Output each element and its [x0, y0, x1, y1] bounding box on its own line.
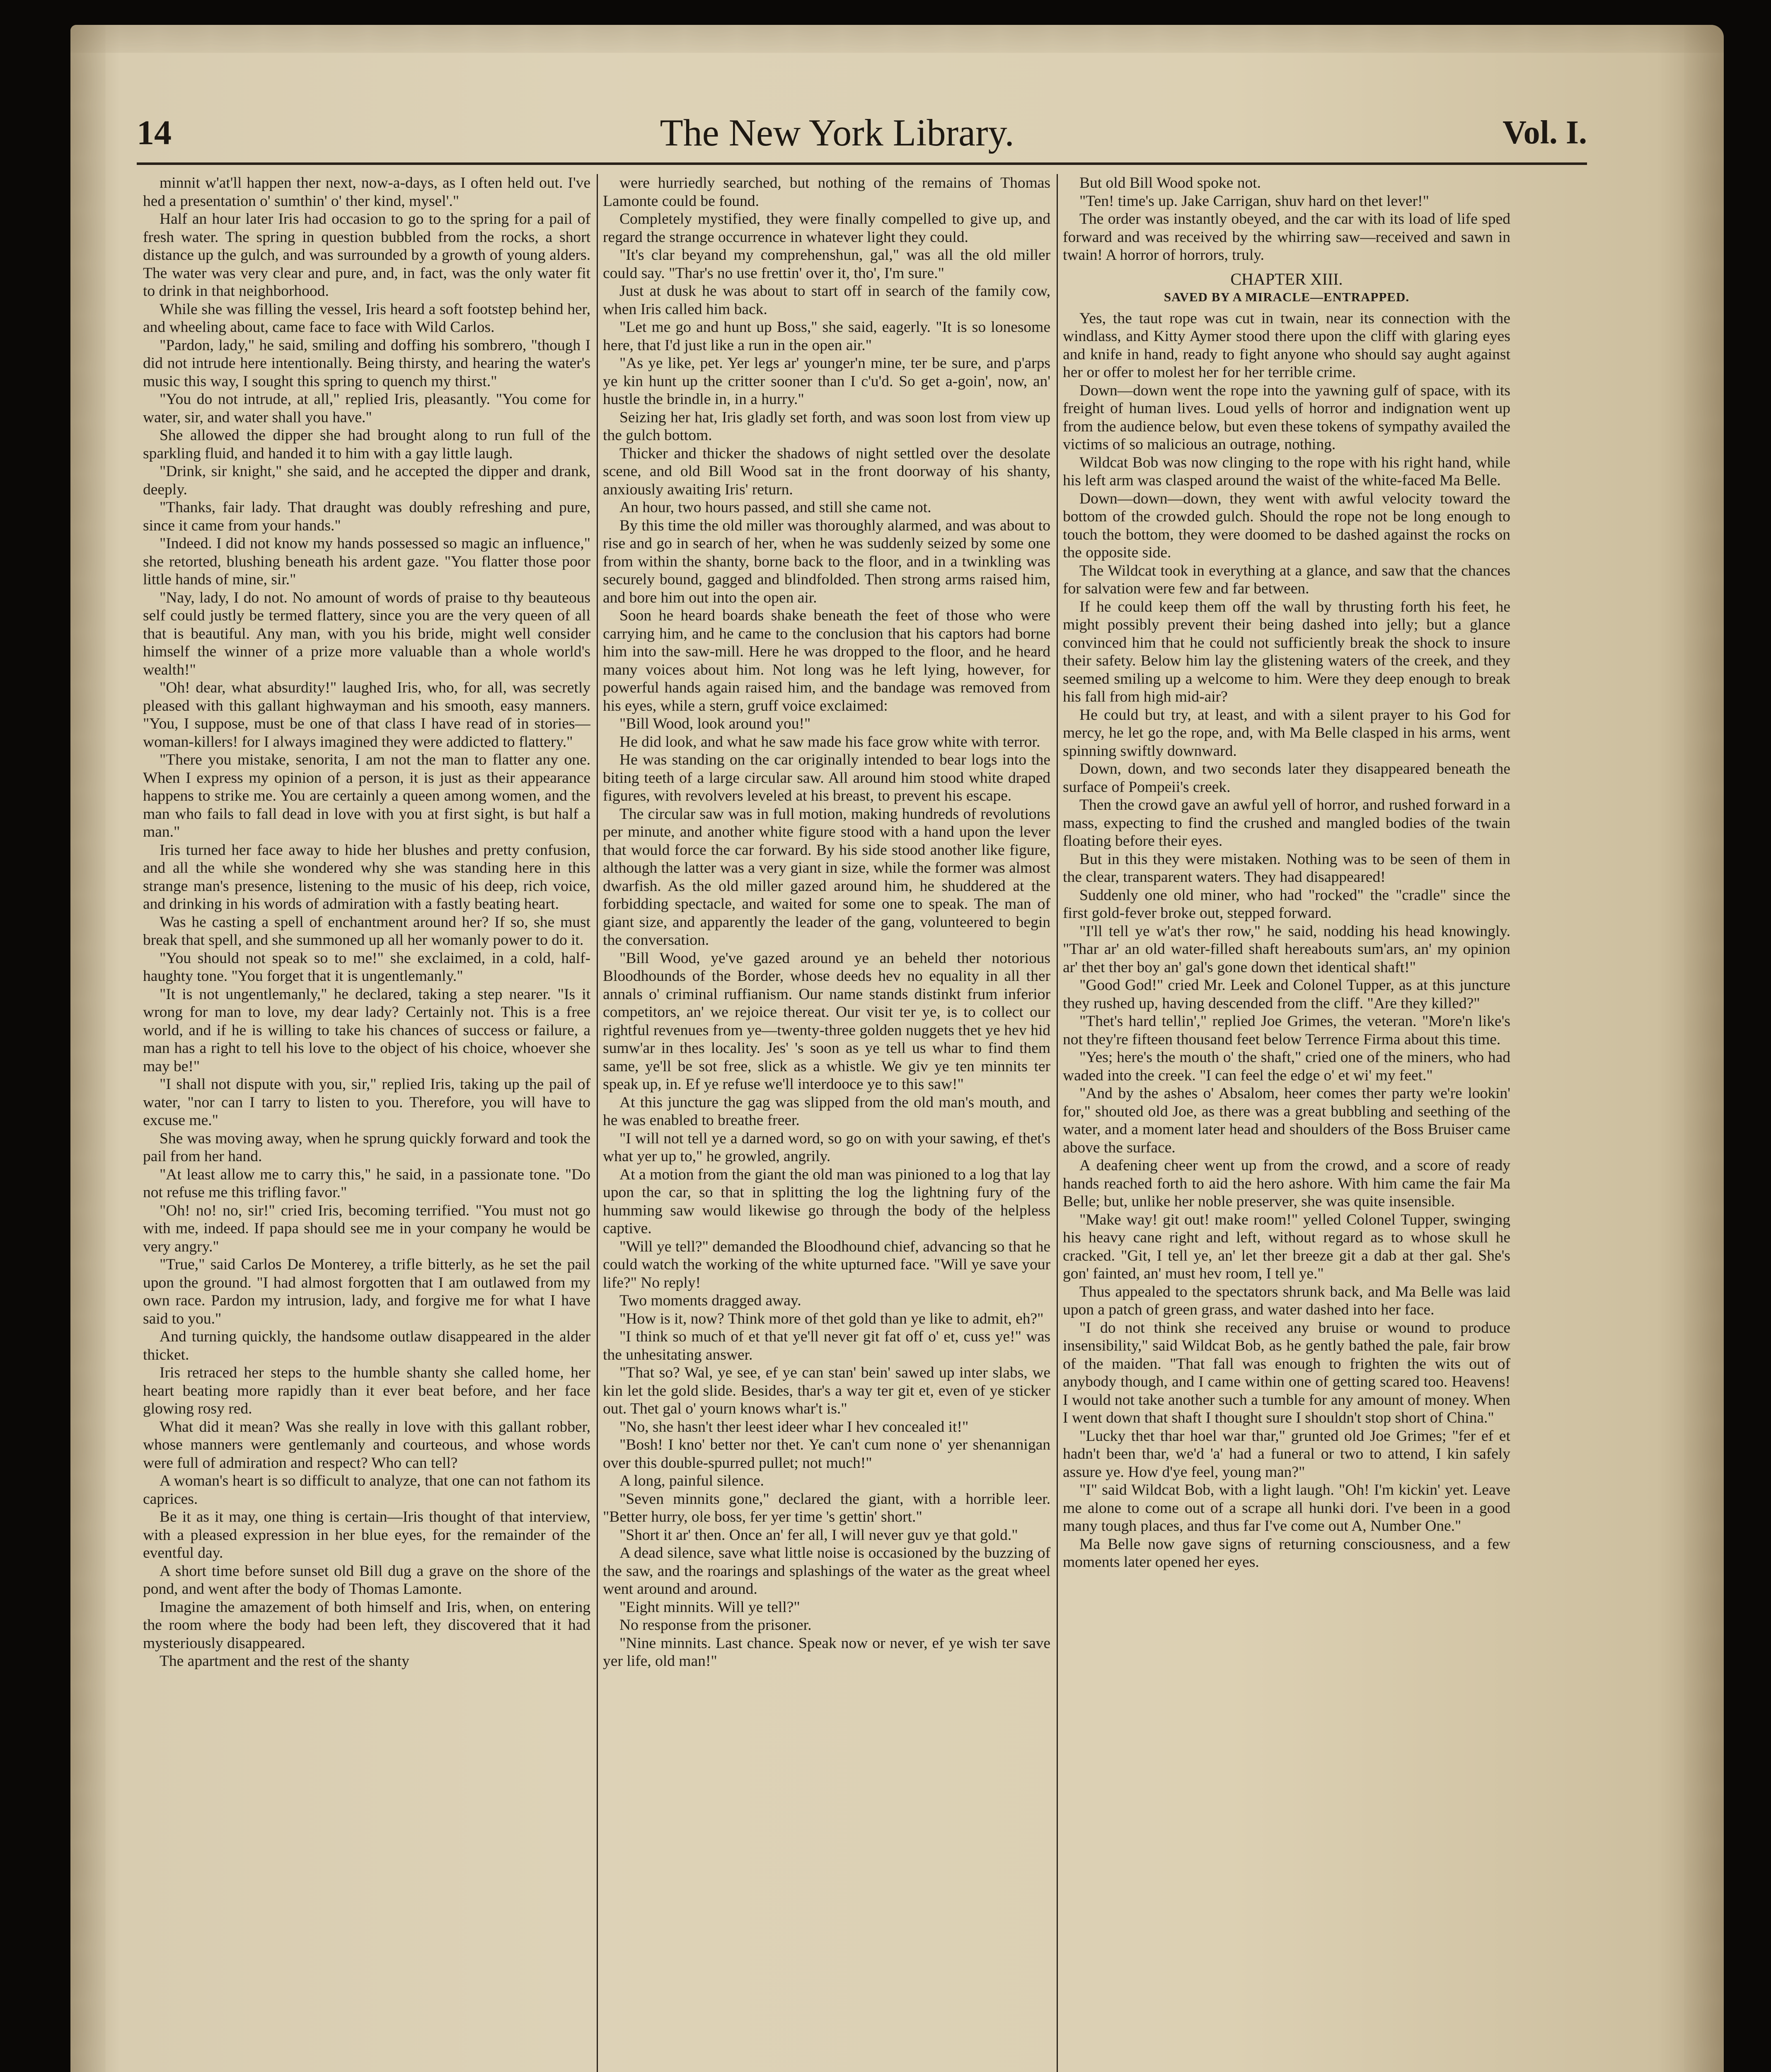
paragraph: "No, she hasn't ther leest ideer whar I hev concealed it!" — [619, 1418, 969, 1435]
paragraph: "Nay, lady, I do not. No amount of words of praise to thy beauteous self could justly be termed flattery, since you are the very queen of all that is beautiful. Any man, with you his bride, might well consider himself the winner of a prize more valuable than a whole world's wealth!" — [143, 589, 590, 678]
paragraph: "I will not tell ye a darned word, so go on with your sawing, ef thet's what yer up to," he growled, angrily. — [603, 1130, 1050, 1165]
paragraph: While she was filling the vessel, Iris heard a soft footstep behind her, and wheeling about, came face to face with Wild Carlos. — [143, 300, 590, 336]
paragraph: Down—down went the rope into the yawning gulf of space, with its freight of human lives. Loud yells of horror and indignation went up from the audience below, but even these tokens of sympathy availed the victims of so malicious an outrage, nothing. — [1063, 382, 1510, 453]
paragraph: Yes, the taut rope was cut in twain, near its connection with the windlass, and Kitty Aymer stood there upon the cliff with glaring eyes and knife in hand, ready to fight anyone who should say aught against her or offer to molest her for her terrible crime. — [1063, 310, 1510, 381]
paragraph: No response from the prisoner. — [619, 1617, 812, 1634]
paragraph: minnit w'at'll happen ther next, now-a-days, as I often held out. I've hed a presentation o' sumthin' o' ther kind, mysel'." — [143, 174, 590, 210]
paragraph: "I think so much of et that ye'll never git fat off o' et, cuss ye!" was the unhesitating answer. — [603, 1328, 1050, 1363]
paragraph: She allowed the dipper she had brought along to run full of the sparkling fluid, and handed it to him with a gay little laugh. — [143, 427, 590, 462]
paragraph: "Indeed. I did not know my hands possessed so magic an influence," she retorted, blushing beneath his ardent gaze. "You flatter those poor little hands of mine, sir." — [143, 535, 590, 588]
paragraph: Down—down—down, they went with awful velocity toward the bottom of the crowded gulch. Should the rope not be long enough to touch the bottom, they were doomed to be dashed against the rocks on the opposite side. — [1063, 490, 1510, 561]
paragraph: "Lucky thet thar hoel war thar," grunted old Joe Grimes; "fer ef et hadn't been thar, we'd 'a' had a funeral or two to attend, I kin safely assure ye. How d'ye feel, young man?" — [1063, 1427, 1510, 1481]
paragraph: An hour, two hours passed, and still she came not. — [619, 499, 931, 516]
paragraph: "Ten! time's up. Jake Carrigan, shuv hard on thet lever!" — [1079, 192, 1429, 210]
text-column-1 — [143, 174, 590, 2072]
paragraph: Ma Belle now gave signs of returning consciousness, and a few moments later opened her eyes. — [1063, 1535, 1510, 1571]
header-rule — [137, 162, 1587, 165]
paragraph: "How is it, now? Think more of thet gold than ye like to admit, eh?" — [619, 1310, 1044, 1327]
paragraph: Then the crowd gave an awful yell of horror, and rushed forward in a mass, expecting to find the crushed and mangled bodies of the twain floating before their eyes. — [1063, 796, 1510, 850]
page-number: 14 — [137, 113, 172, 152]
column-rule — [597, 174, 598, 2072]
column-rule — [1057, 174, 1058, 2072]
paragraph: Soon he heard boards shake beneath the feet of those who were carrying him, and he came to the conclusion that his captors had borne him into the saw-mill. Here he was dropped to the floor, and he heard many voices about him. Not long was he left lying, however, for powerful hands again raised him, and the bandage was removed from his eyes, while a stern, gruff voice exclaimed: — [603, 607, 1050, 714]
paragraph: "Thanks, fair lady. That draught was doubly refreshing and pure, since it came from your hands." — [143, 499, 590, 534]
paragraph: "It is not ungentlemanly," he declared, taking a step nearer. "Is it wrong for man to love, my dear lady? Certainly not. This is a free world, and if he is willing to take his chances of success or failure, a man has a right to tell his love to the object of his choice, whoever she may be!" — [143, 985, 590, 1075]
paragraph: "Thet's hard tellin'," replied Joe Grimes, the veteran. "More'n like's not they're fifteen thousand feet below Terrence Firma about this time. — [1063, 1013, 1510, 1048]
paragraph: Iris retraced her steps to the humble shanty she called home, her heart beating more rapidly than it ever beat before, and her face glowing rosy red. — [143, 1364, 590, 1417]
paragraph: "Bill Wood, look around you!" — [619, 715, 811, 732]
paragraph: "I do not think she received any bruise or wound to produce insensibility," said Wildcat Bob, as he gently bathed the pale, fair brow of the maiden. "That fall was enough to frighten the wits out of anybody though, and I came within one of getting scared too. Heavens! I would not take another such a tumble for any amount of money. When I went down that shaft I thought sure I shouldn't stop short of China." — [1063, 1319, 1510, 1426]
paragraph: Imagine the amazement of both himself and Iris, when, on entering the room where the body had been left, they discovered that it had mysteriously disappeared. — [143, 1598, 590, 1652]
paragraph: "Yes; here's the mouth o' the shaft," cried one of the miners, who had waded into the creek. "I can feel the edge o' et wi' my feet." — [1063, 1049, 1510, 1084]
paragraph: "You do not intrude, at all," replied Iris, pleasantly. "You come for water, sir, and water shall you have." — [143, 391, 590, 426]
publication-title: The New York Library. — [660, 111, 1014, 154]
paragraph: "And by the ashes o' Absalom, heer comes ther party we're lookin' for," shouted old Joe, as there was a great bubbling and seething of the water, and a moment later head and shoulders of the Boss Bruiser came above the surface. — [1063, 1085, 1510, 1156]
text-column-2 — [603, 174, 1050, 2072]
paragraph: If he could keep them off the wall by thrusting forth his feet, he might possibly prevent their being dashed into jelly; but a glance convinced him that he could not sufficiently break the shock to insure their safety. Below him lay the glistening waters of the creek, and they seemed smiling up a welcome to him. Were they deep enough to break his fall from high mid-air? — [1063, 598, 1510, 705]
paragraph: "You should not speak so to me!" she exclaimed, in a cold, half-haughty tone. "You forget that it is ungentlemanly." — [143, 949, 590, 985]
paragraph: "Good God!" cried Mr. Leek and Colonel Tupper, as at this juncture they rushed up, having descended from the cliff. "Are they killed?" — [1063, 977, 1510, 1012]
paragraph: Down, down, and two seconds later they disappeared beneath the surface of Pompeii's creek. — [1063, 760, 1510, 796]
paragraph: Thicker and thicker the shadows of night settled over the desolate scene, and old Bill Wood sat in the front doorway of his shanty, anxiously awaiting Iris' return. — [603, 445, 1050, 498]
paragraph: And turning quickly, the handsome outlaw disappeared in the alder thicket. — [143, 1328, 590, 1363]
paragraph: "Oh! dear, what absurdity!" laughed Iris, who, for all, was secretly pleased with this gallant highwayman and his smooth, easy manners. "You, I suppose, must be one of that class I have read of in stories—woman-killers! for I always imagined they were addicted to flattery." — [143, 679, 590, 750]
paragraph: Two moments dragged away. — [619, 1292, 801, 1309]
paragraph: "I shall not dispute with you, sir," replied Iris, taking up the pail of water, "nor can I tarry to listen to you. Therefore, you will have to excuse me." — [143, 1076, 590, 1129]
paragraph: But old Bill Wood spoke not. — [1079, 174, 1261, 191]
paragraph: But in this they were mistaken. Nothing was to be seen of them in the clear, transparent waters. They had disappeared! — [1063, 850, 1510, 886]
paragraph: "Oh! no! no, sir!" cried Iris, becoming terrified. "You must not go with me, indeed. If papa should see me in your company he would be very angry." — [143, 1202, 590, 1255]
paragraph: Was he casting a spell of enchantment around her? If so, she must break that spell, and she summoned up all her womanly power to do it. — [143, 913, 590, 949]
paragraph: Completely mystified, they were finally compelled to give up, and regard the strange occurrence in whatever light they could. — [603, 211, 1050, 246]
paragraph: "Short it ar' then. Once an' fer all, I will never guv ye that gold." — [619, 1526, 1018, 1544]
paragraph: "I" said Wildcat Bob, with a light laugh. "Oh! I'm kickin' yet. Leave me alone to come out of a scrape all hunki dori. I've been in a good many tough places, and thus far I've come out A, Number One." — [1063, 1481, 1510, 1535]
paragraph: "As ye like, pet. Yer legs ar' younger'n mine, ter be sure, and p'arps ye kin hunt up the critter sooner than I c'u'd. So get a-goin', now, an' hustle the brindle in, in a hurry." — [603, 355, 1050, 408]
paragraph: Iris turned her face away to hide her blushes and pretty confusion, and all the while she wondered why she was standing here in this strange man's presence, listening to the music of his deep, rich voice, and drinking in his words of admiration with a fastly beating heart. — [143, 841, 590, 913]
chapter-heading: CHAPTER XIII. — [1230, 269, 1343, 288]
paragraph: Suddenly one old miner, who had "rocked" the "cradle" since the first gold-fever broke out, stepped forward. — [1063, 886, 1510, 922]
volume-label: Vol. I. — [1502, 114, 1587, 151]
paragraph: "Nine minnits. Last chance. Speak now or never, ef ye wish ter save yer life, old man!" — [603, 1634, 1050, 1670]
paragraph: The circular saw was in full motion, making hundreds of revolutions per minute, and another white figure stood with a hand upon the lever that would force the car forward. By his side stood another like figure, although the latter was a very giant in size, while the former was almost dwarfish. As the old miller gazed around him, he shuddered at the forbidding spectacle, and waited for some one to speak. The man of giant size, and apparently the leader of the gang, volunteered to begin the conversation. — [603, 805, 1050, 949]
paragraph: A short time before sunset old Bill dug a grave on the shore of the pond, and went after the body of Thomas Lamonte. — [143, 1562, 590, 1598]
paragraph: He did look, and what he saw made his face grow white with terror. — [619, 733, 1040, 750]
paragraph: Thus appealed to the spectators shrunk back, and Ma Belle was laid upon a patch of green grass, and water dashed into her face. — [1063, 1283, 1510, 1318]
paragraph: A deafening cheer went up from the crowd, and a score of ready hands reached forth to aid the hero ashore. With him came the fair Ma Belle; but, unlike her noble preserver, she was quite insensible. — [1063, 1157, 1510, 1210]
paragraph: "True," said Carlos De Monterey, a trifle bitterly, as he set the pail upon the ground. "I had almost forgotten that I am outlawed from my own race. Pardon my intrusion, lady, and forgive me for what I have said to you." — [143, 1256, 590, 1327]
paragraph: Wildcat Bob was now clinging to the rope with his right hand, while his left arm was clasped around the waist of the white-faced Ma Belle. — [1063, 454, 1510, 489]
paragraph: "Let me go and hunt up Boss," she said, eagerly. "It is so lonesome here, that I'd just like a run in the open air." — [603, 319, 1050, 354]
paragraph: A long, painful silence. — [619, 1472, 764, 1489]
paragraph: At a motion from the giant the old man was pinioned to a log that lay upon the car, so that in splitting the log the lightning fury of the humming saw would likewise go through the body of the helpless captive. — [603, 1166, 1050, 1237]
paragraph: Just at dusk he was about to start off in search of the family cow, when Iris called him back. — [603, 283, 1050, 318]
paragraph: "Drink, sir knight," she said, and he accepted the dipper and drank, deeply. — [143, 463, 590, 498]
page-header — [137, 108, 1587, 157]
paragraph: "Eight minnits. Will ye tell?" — [619, 1598, 800, 1616]
paragraph: Be it as it may, one thing is certain—Iris thought of that interview, with a pleased expression in her blue eyes, for the remainder of the eventful day. — [143, 1508, 590, 1561]
paragraph: "Make way! git out! make room!" yelled Colonel Tupper, swinging his heavy cane right and left, without regard as to whose skull he cracked. "Git, I tell ye, an' let ther breeze git a dab at ther gal. She's gon' fainted, an' must hev room, I tell ye." — [1063, 1211, 1510, 1282]
paragraph: "Bosh! I kno' better nor thet. Ye can't cum none o' yer shenannigan over this double-spurred pullet; not much!" — [603, 1436, 1050, 1472]
paragraph: The Wildcat took in everything at a glance, and saw that the chances for salvation were few and far between. — [1063, 562, 1510, 597]
paragraph: A dead silence, save what little noise is occasioned by the buzzing of the saw, and the roarings and splashings of the water as the great wheel went around and around. — [603, 1544, 1050, 1598]
paragraph: "There you mistake, senorita, I am not the man to flatter any one. When I express my opinion of a person, it is just as their appearance happens to strike me. You are certainly a queen among women, and the man who fails to fall dead in love with you at first sight, is but half a man." — [143, 751, 590, 840]
paragraph: Seizing her hat, Iris gladly set forth, and was soon lost from view up the gulch bottom. — [603, 409, 1050, 444]
paragraph: He could but try, at least, and with a silent prayer to his God for mercy, he let go the rope, and, with Ma Belle clasped in his arms, went spinning swiftly downward. — [1063, 706, 1510, 760]
paragraph: "At least allow me to carry this," he said, in a passionate tone. "Do not refuse me this trifling favor." — [143, 1166, 590, 1201]
paragraph: The order was instantly obeyed, and the car with its load of life sped forward and was received by the whirring saw—received and sawn in twain! A horror of horrors, truly. — [1063, 211, 1510, 264]
paragraph: "Pardon, lady," he said, smiling and doffing his sombrero, "though I did not intrude here intentionally. Being thirsty, and hearing the water's music this way, I sought this spring to quench my thirst." — [143, 336, 590, 390]
paragraph: "I'll tell ye w'at's ther row," he said, nodding his head knowingly. "Thar ar' an old water-filled shaft hereabouts sum'ars, an' my opinion ar' thet ther boy an' gal's gone down thet identical shaft!" — [1063, 922, 1510, 976]
paragraph: He was standing on the car originally intended to bear logs into the biting teeth of a large circular saw. All around him stood white draped figures, with revolvers leveled at his breast, to prevent his escape. — [603, 751, 1050, 804]
paragraph: "Will ye tell?" demanded the Bloodhound chief, advancing so that he could watch the working of the white upturned face. "Will ye save your life?" No reply! — [603, 1238, 1050, 1291]
paragraph: By this time the old miller was thoroughly alarmed, and was about to rise and go in search of her, when he was suddenly seized by some one from within the shanty, borne back to the floor, and in a twinkling was securely bound, gagged and blindfolded. Then strong arms raised him, and bore him out into the open air. — [603, 517, 1050, 606]
paragraph: "Seven minnits gone," declared the giant, with a horrible leer. "Better hurry, ole boss, fer yer time 's gettin' short." — [603, 1490, 1050, 1525]
paragraph: The apartment and the rest of the shanty — [160, 1653, 409, 1670]
paragraph: What did it mean? Was she really in love with this gallant robber, whose manners were gentlemanly and courteous, and whose words were full of admiration and respect? Who can tell? — [143, 1418, 590, 1472]
chapter-subheading: SAVED BY A MIRACLE—ENTRAPPED. — [1164, 290, 1410, 304]
paragraph: She was moving away, when he sprung quickly forward and took the pail from her hand. — [143, 1130, 590, 1165]
paragraph: At this juncture the gag was slipped from the old man's mouth, and he was enabled to breathe freer. — [603, 1094, 1050, 1129]
paragraph: "It's clar beyand my comprehenshun, gal," was all the old miller could say. "Thar's no use frettin' over it, tho', I'm sure." — [603, 247, 1050, 282]
paragraph: A woman's heart is so difficult to analyze, that one can not fathom its caprices. — [143, 1472, 590, 1508]
paragraph: Half an hour later Iris had occasion to go to the spring for a pail of fresh water. The spring in question bubbled from the rocks, a short distance up the gulch, and was surrounded by a growth of young alders. The water was very clear and pure, and, in fact, was the only water fit to drink in that neighborhood. — [143, 211, 590, 300]
text-column-3 — [1063, 174, 1510, 2072]
paragraph: were hurriedly searched, but nothing of the remains of Thomas Lamonte could be found. — [603, 174, 1050, 210]
paragraph: "Bill Wood, ye've gazed around ye an beheld ther notorious Bloodhounds of the Border, whose deeds hev no equality in all ther annals o' criminal ruffianism. Our name stands distinkt frum inferior competitors, an' we rejoice thereat. Our visit ter ye, is to collect our rightful revenues from ye—twenty-three golden nuggets thet ye hev hid sumw'ar in thes locality. Jes' 's soon as ye tell us whar to find them same, ye'll be sot free, slick as a whistle. We giv ye ten minnits ter speak up, in. Ef ye refuse we'll interdooce ye to this saw!" — [603, 949, 1050, 1093]
paragraph: "That so? Wal, ye see, ef ye can stan' bein' sawed up inter slabs, we kin let the gold slide. Besides, thar's a way ter git et, even of ye sticker out. Thet gal o' yourn knows whar't is." — [603, 1364, 1050, 1417]
